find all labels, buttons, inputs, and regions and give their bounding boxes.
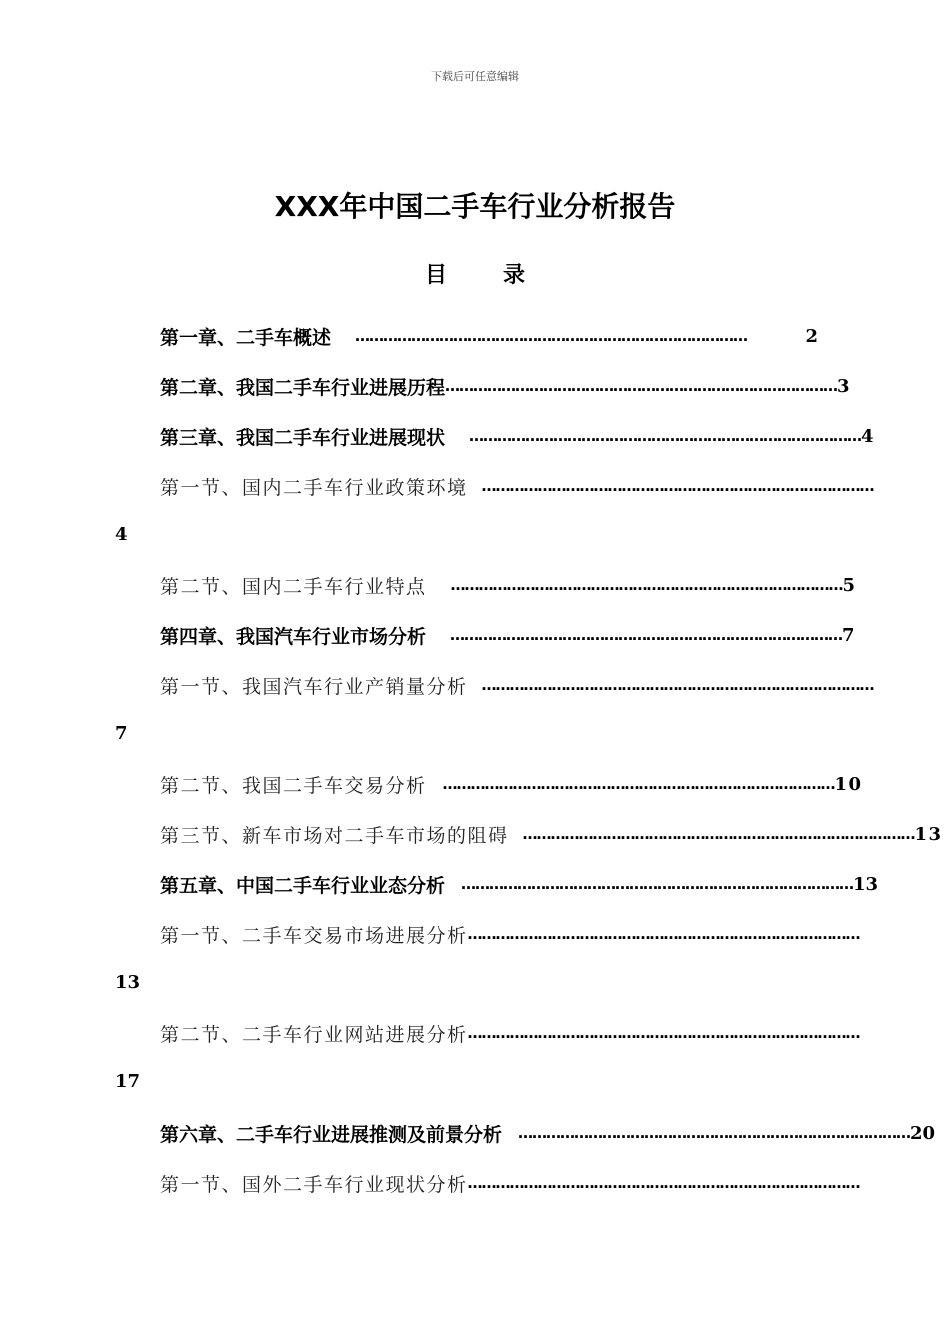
toc-entry-section-4-1[interactable] <box>160 670 874 700</box>
toc-dot-leader: ………………………………………………………………………… <box>522 825 915 843</box>
toc-entry-chapter-3[interactable] <box>160 421 874 451</box>
toc-dot-leader: ………………………………………………………………………… <box>467 1174 860 1192</box>
toc-entry-label: 第一节、国内二手车行业政策环境 <box>160 476 468 499</box>
toc-entry-section-5-1[interactable] <box>160 919 860 949</box>
toc-entry-page: 5 <box>842 574 857 596</box>
toc-entry-section-4-2[interactable] <box>160 769 863 799</box>
toc-entry-page: 2 <box>805 325 818 347</box>
toc-entry-page: 4 <box>861 425 874 447</box>
toc-entry-label: 第三章、我国二手车行业进展现状 <box>160 426 446 449</box>
toc-dot-leader: ………………………………………………………………………… <box>355 327 748 345</box>
toc-entry-label: 第三节、新车市场对二手车市场的阻碍 <box>160 824 509 847</box>
toc-entry-label: 第二节、二手车行业网站进展分析 <box>160 1023 468 1046</box>
toc-dot-leader: ………………………………………………………………………… <box>467 925 860 943</box>
toc-heading-right: 录 <box>503 263 526 288</box>
toc-entry-section-5-2[interactable] <box>160 1018 860 1048</box>
toc-entry-label: 第二节、国内二手车行业特点 <box>160 575 427 598</box>
toc-entry-section-3-1[interactable] <box>160 471 874 501</box>
toc-entry-section-4-3[interactable] <box>160 819 943 849</box>
toc-entry-label: 第一节、我国汽车行业产销量分析 <box>160 675 468 698</box>
toc-dot-leader: ………………………………………………………………………… <box>469 427 862 445</box>
toc-entry-label: 第五章、中国二手车行业业态分析 <box>160 874 446 897</box>
toc-dot-leader: ………………………………………………………………………… <box>450 576 843 594</box>
toc-wrapped-page-number: 7 <box>115 723 128 744</box>
toc-entry-page: 3 <box>837 375 850 397</box>
toc-dot-leader: ………………………………………………………………………… <box>461 875 854 893</box>
document-title: XXX年中国二手车行业分析报告 <box>274 190 676 223</box>
toc-dot-leader: ………………………………………………………………………… <box>518 1124 911 1142</box>
toc-entry-label: 第一节、二手车交易市场进展分析 <box>160 924 468 947</box>
toc-entry-chapter-1[interactable] <box>160 321 818 351</box>
toc-dot-leader: ………………………………………………………………………… <box>445 377 838 395</box>
toc-entry-label: 第二节、我国二手车交易分析 <box>160 774 427 797</box>
toc-entry-label: 第四章、我国汽车行业市场分析 <box>160 625 427 648</box>
toc-entry-section-3-2[interactable] <box>160 570 857 600</box>
toc-entry-label: 第六章、二手车行业进展推测及前景分析 <box>160 1123 503 1146</box>
toc-wrapped-page-number: 17 <box>115 1071 141 1092</box>
toc-dot-leader: ………………………………………………………………………… <box>481 477 874 495</box>
toc-entry-section-6-1[interactable] <box>160 1168 860 1198</box>
toc-entry-chapter-2[interactable] <box>160 371 850 401</box>
toc-dot-leader: ………………………………………………………………………… <box>442 775 835 793</box>
toc-wrapped-page-number: 4 <box>115 524 128 545</box>
toc-dot-leader: ………………………………………………………………………… <box>481 676 874 694</box>
toc-entry-label: 第二章、我国二手车行业进展历程 <box>160 376 446 399</box>
toc-entry-page: 20 <box>910 1122 936 1144</box>
toc-heading-left: 目 <box>424 263 447 288</box>
toc-wrapped-page-number: 13 <box>115 972 141 993</box>
toc-entry-chapter-4[interactable] <box>160 620 855 650</box>
toc-entry-page: 10 <box>834 773 863 795</box>
toc-entry-page: 13 <box>914 823 943 845</box>
toc-entry-page: 13 <box>853 873 879 895</box>
toc-entry-chapter-5[interactable] <box>160 869 879 899</box>
toc-entry-label: 第一节、国外二手车行业现状分析 <box>160 1173 468 1196</box>
page-header-note: 下载后可任意编辑 <box>431 70 519 83</box>
toc-entry-page: 7 <box>842 624 855 646</box>
toc-entry-label: 第一章、二手车概述 <box>160 326 332 349</box>
toc-dot-leader: ………………………………………………………………………… <box>450 626 843 644</box>
toc-entry-chapter-6[interactable] <box>160 1118 936 1148</box>
toc-dot-leader: ………………………………………………………………………… <box>467 1024 860 1042</box>
